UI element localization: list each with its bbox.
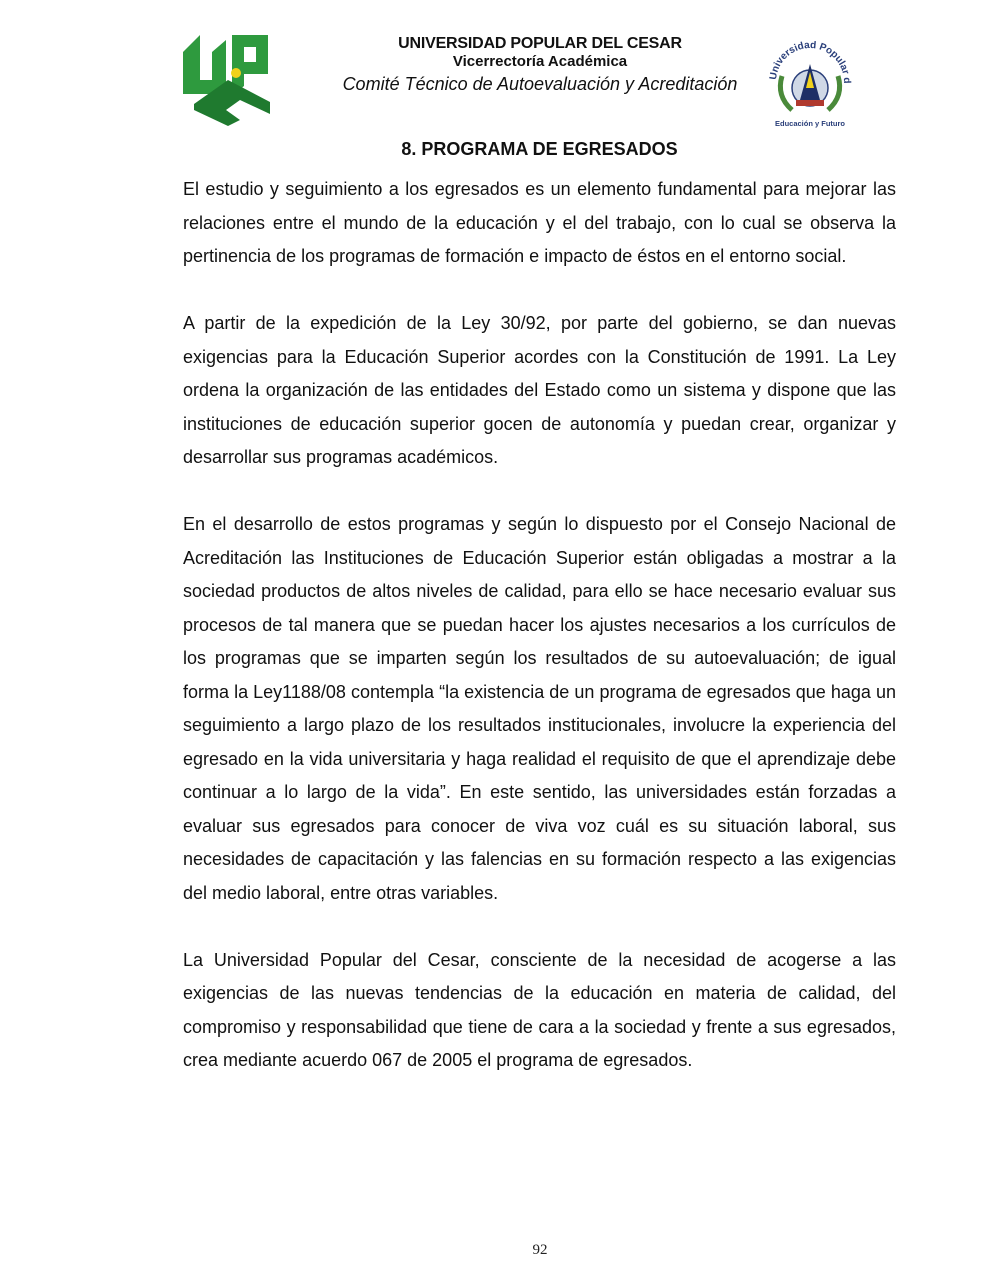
vicerrectoria-label: Vicerrectoría Académica [452, 53, 628, 70]
upc-logo [180, 30, 272, 126]
section-title: 8. PROGRAMA DE EGRESADOS [401, 139, 678, 159]
university-name: UNIVERSIDAD POPULAR DEL CESAR [398, 35, 682, 52]
page-number: 92 [532, 1242, 548, 1258]
paragraph: En el desarrollo de estos programas y según lo dispuesto por el Consejo Nacional de Acreditación las Instituciones de Educación Superior están obligadas a mostrar a la sociedad productos de altos niveles de calidad, para ello se hace necesario evaluar sus procesos de tal manera que se puedan hacer los ajustes necesarios a los currículos de los programas que se imparten según los resultados de su autoevaluación; de igual forma la Ley1188/08 contempla “la existencia de un programa de egresados que haga un seguimiento a largo plazo de los resultados institucionales, involucre la experiencia del egresado en la vida universitaria y haga realidad el requisito de que el aprendizaje debe continuar a lo largo de la vida”. En este sentido, las universidades están forzadas a evaluar sus egresados para conocer de viva voz cuál es su situación laboral, sus necesidades de capacitación y las falencias en su formación respecto a las exigencias del medio laboral, entre otras variables. [183, 514, 896, 903]
document-header [290, 34, 790, 97]
body-text [183, 173, 896, 1111]
paragraph: La Universidad Popular del Cesar, consciente de la necesidad de acogerse a las exigencias de las nuevas tendencias de la educación en materia de calidad, del compromiso y responsabilidad que tiene de cara a la sociedad y frente a sus egresados, crea mediante acuerdo 067 de 2005 el programa de egresados. [183, 949, 896, 1070]
svg-text:Universidad Popular del Cesar: Universidad Popular d [767, 39, 853, 84]
comite-label: Comité Técnico de Autoevaluación y Acreditación [342, 74, 738, 94]
seal-motto: Educación y Futuro [774, 119, 846, 128]
paragraph: El estudio y seguimiento a los egresados es un elemento fundamental para mejorar las relaciones entre el mundo de la educación y el del trabajo, con lo cual se observa la pertinencia de los programas de formación e impacto de éstos en el entorno social. [183, 179, 896, 266]
university-seal [762, 30, 858, 130]
paragraph: A partir de la expedición de la Ley 30/92, por parte del gobierno, se dan nuevas exigencias para la Educación Superior acordes con la Constitución de 1991. La Ley ordena la organización de las entidades del Estado como un sistema y dispone que las instituciones de educación superior gocen de autonomía y puedan crear, organizar y desarrollar sus programas académicos. [183, 313, 896, 467]
